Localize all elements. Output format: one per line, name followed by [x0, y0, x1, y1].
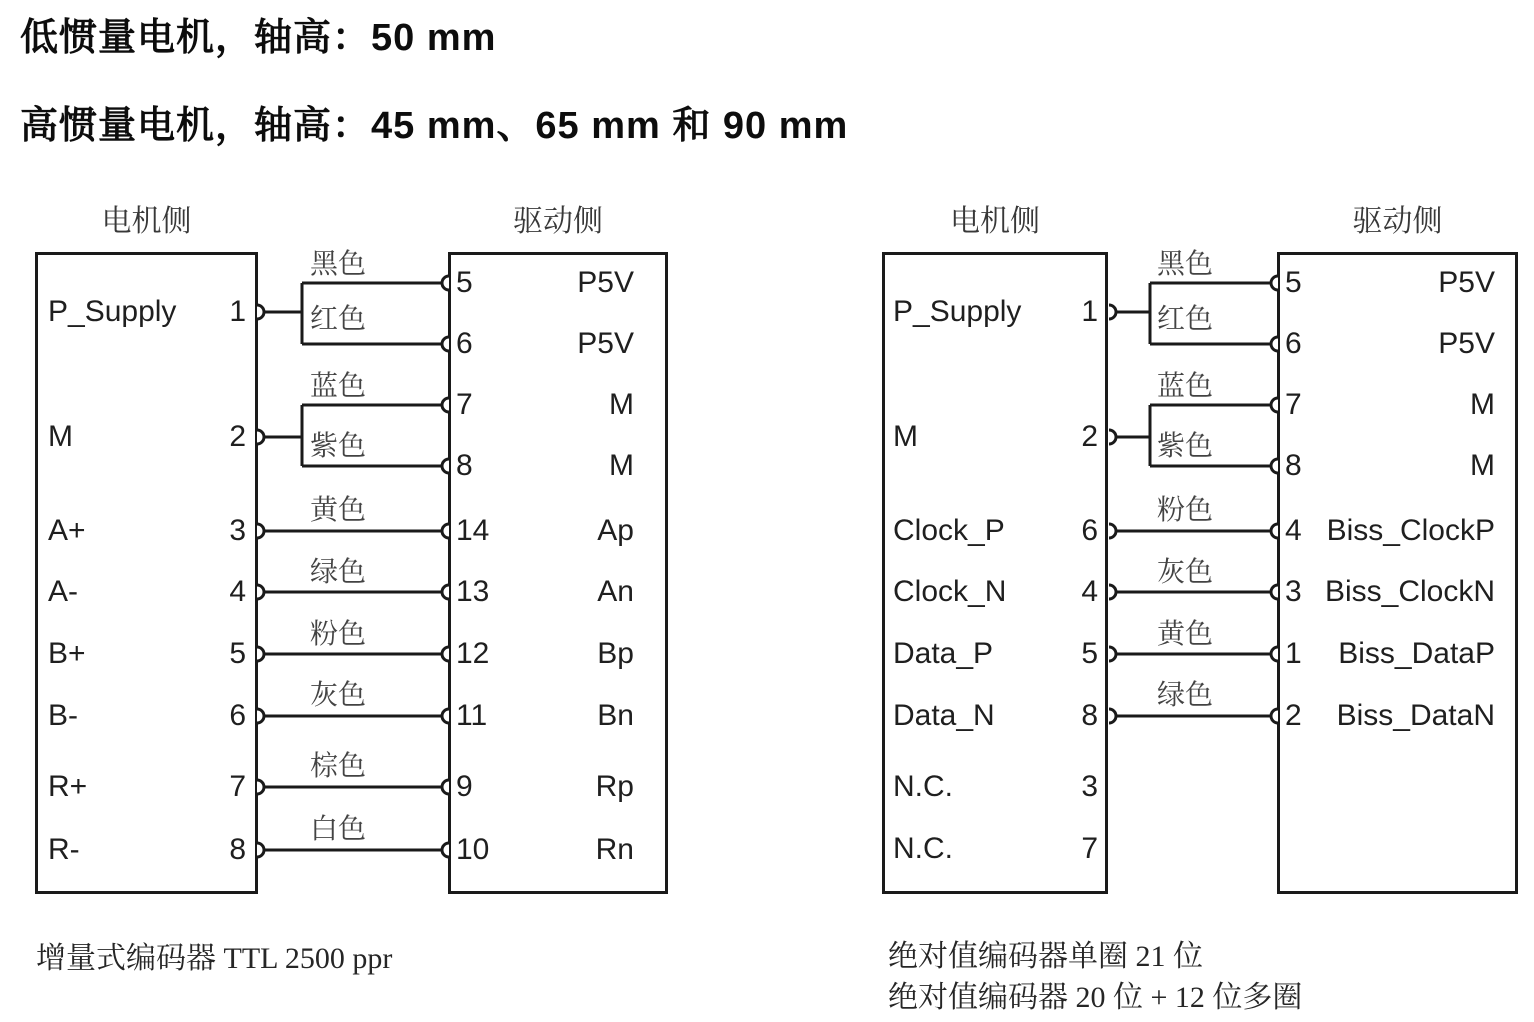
pin-label: M	[893, 420, 918, 453]
pin-number: 5	[229, 637, 246, 670]
wire-color-label: 绿色	[1157, 680, 1214, 711]
pin-label: Data_P	[893, 637, 994, 670]
d1-drive-side-header: 驱动侧	[513, 205, 603, 238]
pin-number: 5	[1081, 637, 1098, 670]
d1-motor-pin-row	[48, 419, 246, 455]
d2-motor-pin-row	[893, 513, 1098, 549]
pin-number: 5	[1285, 266, 1302, 299]
wire-color-label: 紫色	[310, 431, 367, 462]
pin-label: Clock_P	[893, 514, 1005, 547]
pin-label: P_Supply	[48, 295, 177, 328]
pin-label: R+	[48, 770, 88, 803]
pin-label: B-	[48, 699, 78, 732]
d2-motor-pin-row	[893, 769, 1098, 805]
d1-motor-side-header: 电机侧	[101, 205, 192, 238]
title-low-inertia: 低惯量电机，轴高：50 mm	[20, 17, 497, 59]
pin-number: 3	[1081, 770, 1098, 803]
pin-label: Rn	[595, 833, 634, 866]
pin-label: Ap	[597, 514, 634, 547]
d2-caption	[888, 936, 1302, 1018]
pin-number: 6	[229, 699, 246, 732]
wire-color-label: 黄色	[1157, 619, 1214, 650]
pin-number: 5	[456, 266, 473, 299]
pin-number: 7	[1081, 832, 1098, 865]
d1-drive-connectors	[442, 276, 449, 857]
d1-drive-pin-row	[456, 448, 634, 484]
d2-motor-pin-row	[893, 831, 1098, 867]
d2-drive-pin-row	[1285, 636, 1495, 672]
pin-label: M	[609, 388, 634, 421]
pin-number: 12	[456, 637, 490, 670]
d2-drive-pin-row	[1285, 326, 1495, 362]
pin-number: 14	[456, 514, 490, 547]
d2-motor-pin-row	[893, 419, 1098, 455]
d2-caption-line1: 绝对值编码器单圈 21 位	[888, 940, 1203, 973]
pin-label: Biss_ClockN	[1324, 575, 1495, 608]
d1-motor-pin-row	[48, 574, 246, 610]
d2-drive-pin-row	[1285, 387, 1495, 423]
wire-color-label: 红色	[310, 304, 367, 335]
d1-drive-pin-row	[456, 769, 634, 805]
d1-drive-pin-row	[456, 326, 634, 362]
pin-number: 1	[1081, 295, 1098, 328]
pin-number: 7	[456, 388, 473, 421]
d2-drive-pin-row	[1285, 448, 1495, 484]
pin-number: 4	[1081, 575, 1098, 608]
d1-motor-connectors	[257, 305, 264, 857]
d1-caption: 增量式编码器 TTL 2500 ppr	[36, 942, 393, 975]
pin-label: M	[1470, 388, 1495, 421]
pin-label: Bp	[597, 637, 634, 670]
d2-motor-connectors	[1109, 305, 1116, 723]
pin-label: M	[609, 449, 634, 482]
d2-motor-pin-row	[893, 698, 1098, 734]
pin-label: Biss_ClockP	[1326, 514, 1495, 547]
pin-number: 4	[229, 575, 246, 608]
pin-number: 2	[1081, 420, 1098, 453]
d1-motor-pin-row	[48, 636, 246, 672]
wire-color-label: 红色	[1157, 304, 1214, 335]
pin-label: M	[1470, 449, 1495, 482]
pin-label: P_Supply	[893, 295, 1022, 328]
pin-number: 3	[229, 514, 246, 547]
d2-motor-pin-row	[893, 636, 1098, 672]
wire-color-label: 紫色	[1157, 431, 1214, 462]
d1-drive-pin-row	[456, 387, 634, 423]
d1-drive-pin-row	[456, 265, 634, 301]
wire-color-label: 灰色	[1157, 557, 1214, 588]
pin-label: P5V	[577, 327, 634, 360]
pin-number: 1	[229, 295, 246, 328]
pin-number: 13	[456, 575, 490, 608]
pin-label: P5V	[1438, 266, 1495, 299]
d1-drive-pin-row	[456, 513, 634, 549]
d2-drive-pin-row	[1285, 513, 1495, 549]
d1-motor-pin-row	[48, 832, 246, 868]
d2-drive-pin-row	[1285, 574, 1495, 610]
wire-color-label: 黑色	[1157, 249, 1214, 280]
pin-number: 8	[1081, 699, 1098, 732]
d2-drive-connectors	[1271, 276, 1278, 723]
pin-label: R-	[48, 833, 80, 866]
wire-color-label: 蓝色	[310, 371, 367, 402]
d1-motor-pin-row	[48, 698, 246, 734]
d2-drive-pin-row	[1285, 698, 1495, 734]
pin-number: 3	[1285, 575, 1302, 608]
wire-color-label: 粉色	[1157, 495, 1214, 526]
wire-color-label: 白色	[310, 814, 367, 845]
pin-label: A-	[48, 575, 78, 608]
pin-label: An	[597, 575, 634, 608]
pin-number: 8	[1285, 449, 1302, 482]
d2-drive-pin-row	[1285, 265, 1495, 301]
pin-number: 2	[1285, 699, 1302, 732]
d1-drive-pin-row	[456, 832, 634, 868]
wire-color-label: 蓝色	[1157, 371, 1214, 402]
pin-label: Clock_N	[893, 575, 1007, 608]
pin-label: M	[48, 420, 73, 453]
wire-color-label: 棕色	[310, 751, 367, 782]
title-high-inertia: 高惯量电机，轴高：45 mm、65 mm 和 90 mm	[20, 105, 849, 147]
pin-number: 6	[1285, 327, 1302, 360]
pin-number: 2	[229, 420, 246, 453]
pin-label: Biss_DataP	[1338, 637, 1495, 670]
pin-label: Data_N	[893, 699, 995, 732]
pin-label: P5V	[1438, 327, 1495, 360]
pin-label: N.C.	[893, 770, 953, 803]
pin-label: P5V	[577, 266, 634, 299]
pin-label: Bn	[597, 699, 634, 732]
pin-number: 6	[1081, 514, 1098, 547]
pin-number: 7	[1285, 388, 1302, 421]
pin-number: 10	[456, 833, 490, 866]
wire-color-label: 粉色	[310, 619, 367, 650]
wire-color-label: 绿色	[310, 557, 367, 588]
d1-motor-pin-row	[48, 769, 246, 805]
d1-drive-pin-row	[456, 574, 634, 610]
pin-label: B+	[48, 637, 86, 670]
pin-label: N.C.	[893, 832, 953, 865]
pin-number: 1	[1285, 637, 1302, 670]
pin-label: Rp	[595, 770, 634, 803]
d2-motor-pin-row	[893, 294, 1098, 330]
wire-color-label: 灰色	[310, 680, 367, 711]
wire-color-label: 黄色	[310, 495, 367, 526]
pin-number: 11	[456, 699, 488, 732]
pin-number: 9	[456, 770, 473, 803]
d2-motor-pin-row	[893, 574, 1098, 610]
d1-drive-pin-row	[456, 636, 634, 672]
pin-label: Biss_DataN	[1336, 699, 1495, 732]
d1-drive-pin-row	[456, 698, 634, 734]
d1-motor-pin-row	[48, 513, 246, 549]
pin-label: A+	[48, 514, 86, 547]
d2-motor-side-header: 电机侧	[950, 205, 1040, 238]
d2-drive-side-header: 驱动侧	[1352, 205, 1443, 238]
pin-number: 8	[456, 449, 473, 482]
d1-motor-pin-row	[48, 294, 246, 330]
wire-color-label: 黑色	[310, 249, 367, 280]
pin-number: 4	[1285, 514, 1302, 547]
pin-number: 6	[456, 327, 473, 360]
pin-number: 7	[229, 770, 246, 803]
d2-caption-line2: 绝对值编码器 20 位 + 12 位多圈	[888, 981, 1303, 1014]
pin-number: 8	[229, 833, 246, 866]
